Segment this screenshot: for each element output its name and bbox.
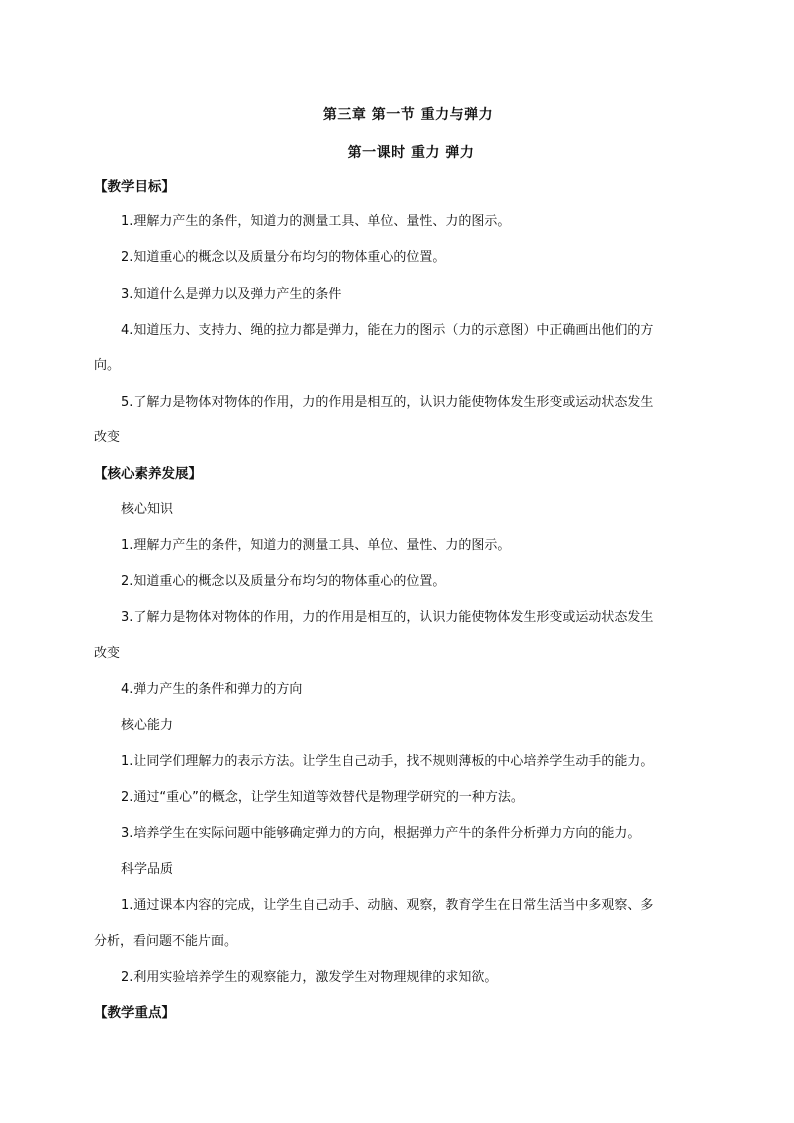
knowledge-item-3-line-2: 改变 — [94, 646, 121, 661]
ability-item-1: 1.让同学们理解力的表示方法。让学生自己动手，找不规则薄板的中心培养学生动手的能力。 — [121, 754, 654, 769]
objective-item-4-line-2: 向。 — [94, 358, 121, 373]
objective-item-1: 1.理解力产生的条件，知道力的测量工具、单位、量性、力的图示。 — [121, 214, 511, 229]
objectives-heading: 【教学目标】 — [94, 179, 175, 195]
knowledge-item-3-line-1: 3.了解力是物体对物体的作用，力的作用是相互的，认识力能使物体发生形变或运动状态发生 — [121, 610, 654, 625]
literacy-heading: 【核心素养发展】 — [94, 466, 202, 482]
quality-item-1-line-2: 分析，看问题不能片面。 — [94, 934, 238, 949]
objective-item-5-line-2: 改变 — [94, 430, 121, 445]
knowledge-item-1: 1.理解力产生的条件，知道力的测量工具、单位、量性、力的图示。 — [121, 538, 511, 553]
quality-subheading: 科学品质 — [121, 862, 174, 877]
objective-item-4-line-1: 4.知道压力、支持力、绳的拉力都是弹力，能在力的图示（力的示意图）中正确画出他们的方 — [121, 323, 654, 338]
lesson-title: 第一课时 重力 弹力 — [347, 145, 475, 161]
knowledge-subheading: 核心知识 — [121, 502, 174, 517]
quality-item-2: 2.利用实验培养学生的观察能力，激发学生对物理规律的求知欲。 — [121, 970, 498, 985]
objective-item-5-line-1: 5.了解力是物体对物体的作用，力的作用是相互的，认识力能使物体发生形变或运动状态发生 — [121, 395, 654, 410]
knowledge-item-4: 4.弹力产生的条件和弹力的方向 — [121, 682, 303, 697]
ability-item-3: 3.培养学生在实际问题中能够确定弹力的方向，根据弹力产牛的条件分析弹力方向的能力。 — [121, 826, 641, 841]
chapter-title: 第三章 第一节 重力与弹力 — [322, 107, 494, 123]
objective-item-2: 2.知道重心的概念以及质量分布均匀的物体重心的位置。 — [121, 250, 446, 265]
key-points-heading: 【教学重点】 — [94, 1005, 175, 1021]
objective-item-3: 3.知道什么是弹力以及弹力产生的条件 — [121, 287, 342, 302]
ability-item-2: 2.通过“重心”的概念，让学生知道等效替代是物理学研究的一种方法。 — [121, 790, 524, 805]
quality-item-1-line-1: 1.通过课本内容的完成，让学生自己动手、动脑、观察，教育学生在日常生活当中多观察、多 — [121, 898, 654, 913]
ability-subheading: 核心能力 — [121, 718, 174, 733]
knowledge-item-2: 2.知道重心的概念以及质量分布均匀的物体重心的位置。 — [121, 574, 446, 589]
